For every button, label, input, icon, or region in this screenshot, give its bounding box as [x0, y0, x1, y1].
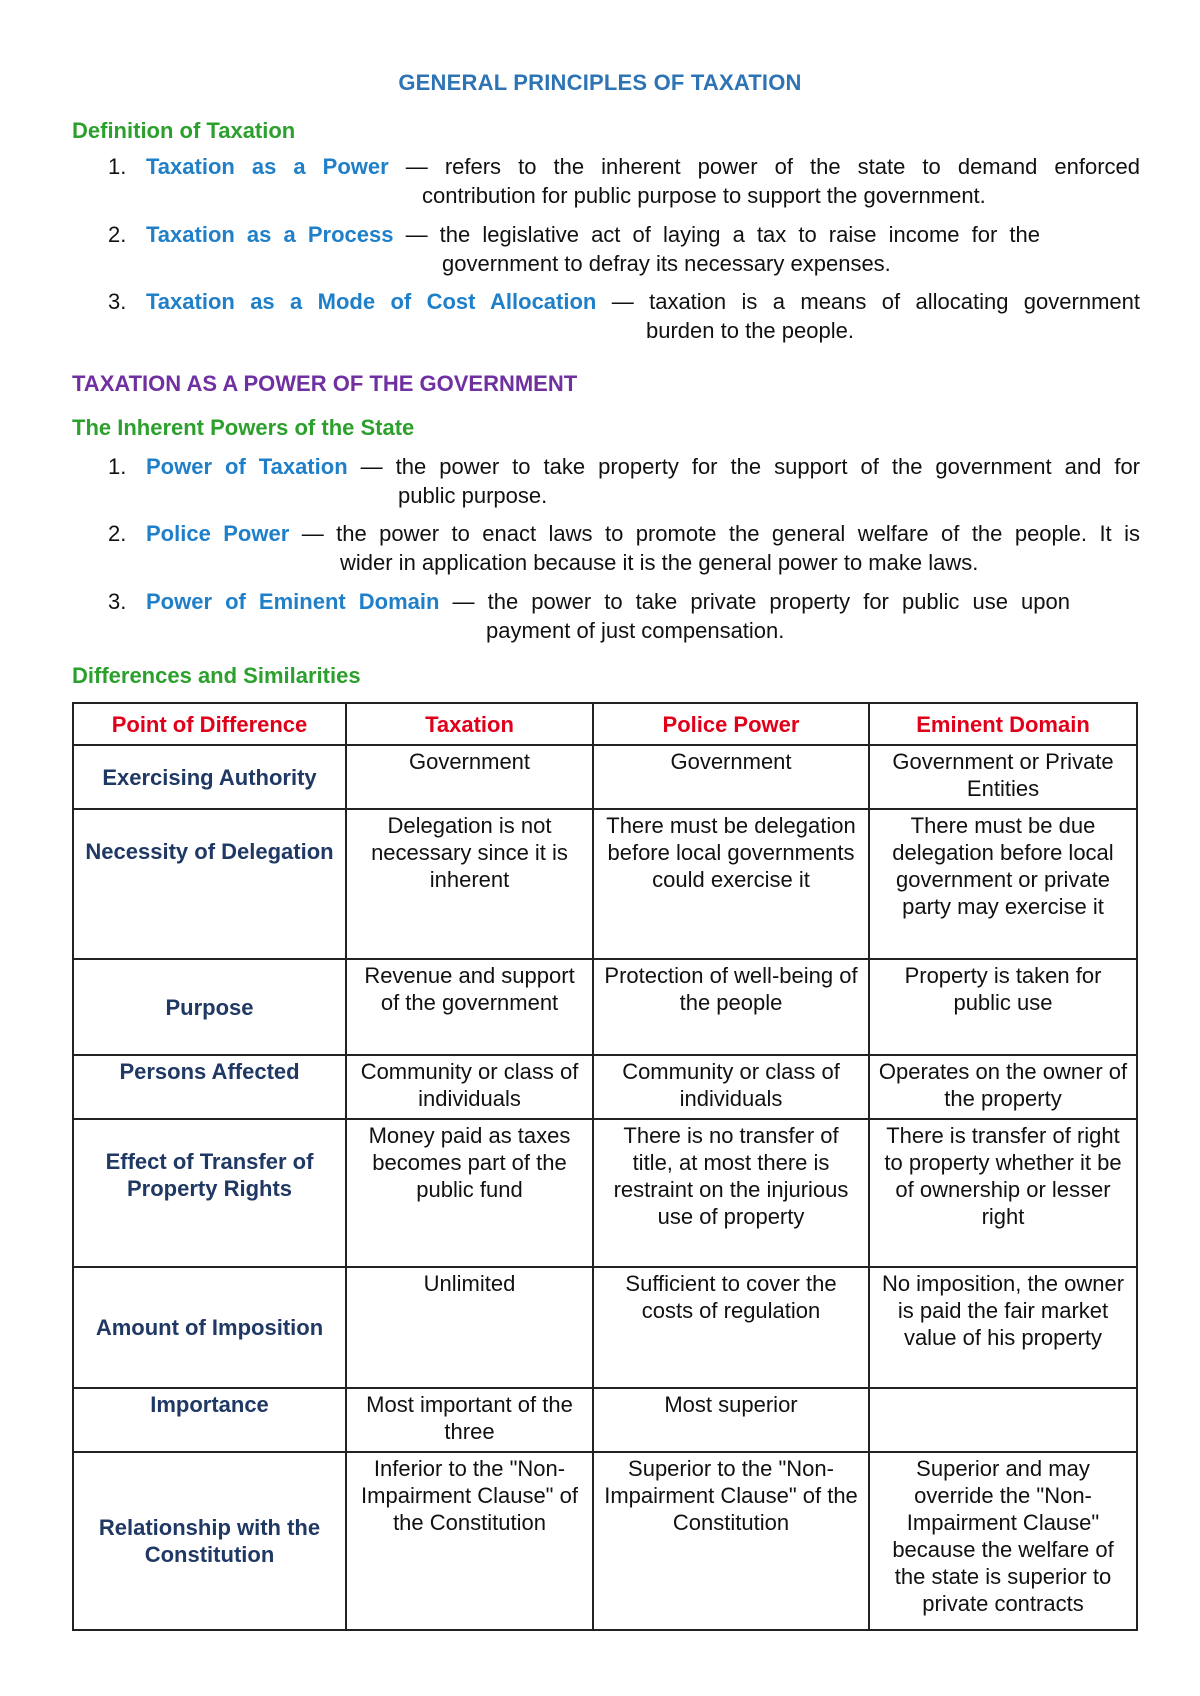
item-line-2: payment of just compensation.: [486, 618, 785, 643]
item-line-1: [146, 220, 1040, 249]
inherent-powers-heading: The Inherent Powers of the State: [72, 415, 415, 440]
row-label: Amount of Imposition: [73, 1267, 346, 1388]
item-term: Power of Eminent Domain: [146, 589, 440, 614]
item-number: 2.: [108, 521, 127, 546]
row-label: Relationship with the Constitution: [73, 1452, 346, 1630]
table-row: [73, 1452, 1137, 1630]
item-term: Police Power: [146, 521, 290, 546]
table-row: [73, 1055, 1137, 1119]
item-description: — the power to take property for the support of the government and for: [347, 454, 1140, 479]
taxation-cell: Delegation is not necessary since it is inherent: [346, 809, 593, 959]
item-term: Taxation as a Power: [146, 154, 389, 179]
item-number: 3.: [108, 289, 127, 314]
eminent-domain-cell: There is transfer of right to property whether it be of ownership or lesser right: [869, 1119, 1137, 1267]
item-number: 3.: [108, 589, 127, 614]
item-line-2: wider in application because it is the general power to make laws.: [340, 550, 979, 575]
item-term: Taxation as a Process: [146, 222, 394, 247]
item-line-1: [146, 519, 1140, 548]
item-line-1: [146, 452, 1140, 481]
table-row: [73, 745, 1137, 809]
police-power-cell: Government: [593, 745, 869, 809]
item-term: Power of Taxation: [146, 454, 348, 479]
taxation-cell: Most important of the three: [346, 1388, 593, 1452]
eminent-domain-cell: Superior and may override the "Non-Impairment Clause" because the welfare of the state is superior to private contracts: [869, 1452, 1137, 1630]
item-description: — refers to the inherent power of the state to demand enforced: [388, 154, 1140, 179]
taxation-cell: Money paid as taxes becomes part of the public fund: [346, 1119, 593, 1267]
police-power-cell: Community or class of individuals: [593, 1055, 869, 1119]
row-label: Exercising Authority: [73, 745, 346, 809]
row-label: Necessity of Delegation: [73, 809, 346, 959]
definition-heading: Definition of Taxation: [72, 118, 296, 143]
row-label: Effect of Transfer of Property Rights: [73, 1119, 346, 1267]
item-number: 1.: [108, 454, 127, 479]
item-line-1: [146, 587, 1070, 616]
item-number: 1.: [108, 154, 127, 179]
table-row: [73, 959, 1137, 1055]
police-power-cell: There must be delegation before local governments could exercise it: [593, 809, 869, 959]
table-header-row: [73, 703, 1137, 745]
table-row: [73, 1267, 1137, 1388]
row-label: Purpose: [73, 959, 346, 1055]
eminent-domain-cell: Operates on the owner of the property: [869, 1055, 1137, 1119]
header-eminent-domain: Eminent Domain: [869, 703, 1137, 745]
item-description: — the legislative act of laying a tax to raise income for the: [393, 222, 1040, 247]
police-power-cell: Sufficient to cover the costs of regulation: [593, 1267, 869, 1388]
police-power-cell: Protection of well-being of the people: [593, 959, 869, 1055]
taxation-cell: Unlimited: [346, 1267, 593, 1388]
item-term: Taxation as a Mode of Cost Allocation: [146, 289, 597, 314]
differences-table: [72, 702, 1138, 1631]
item-description: — the power to take private property for public use upon: [439, 589, 1070, 614]
document-title: GENERAL PRINCIPLES OF TAXATION: [398, 70, 802, 95]
taxation-cell: Revenue and support of the government: [346, 959, 593, 1055]
taxation-cell: Community or class of individuals: [346, 1055, 593, 1119]
row-label: Importance: [73, 1388, 346, 1452]
eminent-domain-cell: [869, 1388, 1137, 1452]
item-line-2: contribution for public purpose to support the government.: [422, 183, 986, 208]
table-row: [73, 1119, 1137, 1267]
taxation-cell: Inferior to the "Non-Impairment Clause" of the Constitution: [346, 1452, 593, 1630]
item-line-1: [146, 287, 1140, 316]
header-point-of-difference: Point of Difference: [73, 703, 346, 745]
eminent-domain-cell: There must be due delegation before local government or private party may exercise it: [869, 809, 1137, 959]
header-police-power: Police Power: [593, 703, 869, 745]
differences-heading: Differences and Similarities: [72, 663, 361, 688]
eminent-domain-cell: Property is taken for public use: [869, 959, 1137, 1055]
police-power-cell: Most superior: [593, 1388, 869, 1452]
item-number: 2.: [108, 222, 127, 247]
power-section-heading: TAXATION AS A POWER OF THE GOVERNMENT: [72, 371, 578, 396]
eminent-domain-cell: No imposition, the owner is paid the fair market value of his property: [869, 1267, 1137, 1388]
taxation-cell: Government: [346, 745, 593, 809]
item-line-2: government to defray its necessary expenses.: [442, 251, 891, 276]
police-power-cell: Superior to the "Non-Impairment Clause" of the Constitution: [593, 1452, 869, 1630]
item-description: — taxation is a means of allocating government: [596, 289, 1140, 314]
police-power-cell: There is no transfer of title, at most there is restraint on the injurious use of property: [593, 1119, 869, 1267]
item-line-2: burden to the people.: [646, 318, 854, 343]
header-taxation: Taxation: [346, 703, 593, 745]
item-description: — the power to enact laws to promote the general welfare of the people. It is: [289, 521, 1140, 546]
table-row: [73, 1388, 1137, 1452]
table-row: [73, 809, 1137, 959]
row-label: Persons Affected: [73, 1055, 346, 1119]
item-line-2: public purpose.: [398, 483, 548, 508]
eminent-domain-cell: Government or Private Entities: [869, 745, 1137, 809]
item-line-1: [146, 152, 1140, 181]
